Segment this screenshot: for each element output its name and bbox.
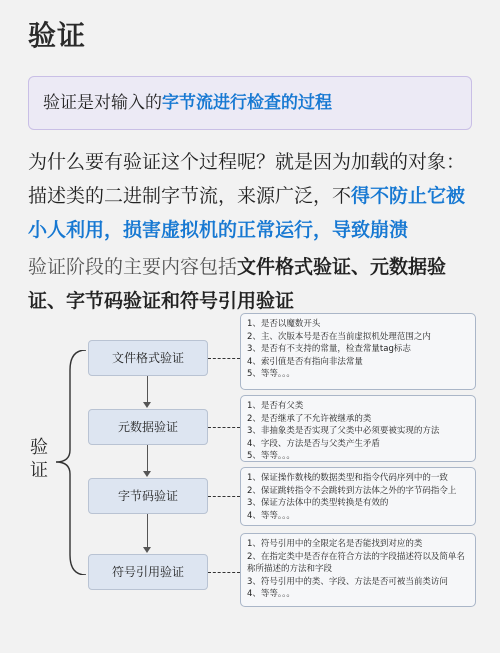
detail-item: 3、符号引用中的类、字段、方法是否可被当前类访问 bbox=[247, 576, 448, 587]
flow-arrow-2 bbox=[143, 471, 151, 477]
stage-symbolic-reference: 符号引用验证 bbox=[88, 554, 208, 590]
flow-arrow-1 bbox=[143, 402, 151, 408]
detail-item: 1、是否有父类 bbox=[247, 401, 304, 411]
detail-item: 3、是否有不支持的常量，检查常量tag标志 bbox=[247, 344, 411, 354]
connector-4 bbox=[208, 572, 240, 573]
detail-item: 5、等等。。。 bbox=[247, 451, 295, 461]
detail-item: 2、是否继承了不允许被继承的类 bbox=[247, 413, 372, 424]
flow-arrow-3 bbox=[143, 547, 151, 553]
detail-box-metadata bbox=[240, 395, 476, 462]
reason-highlight: 得不防止它被小人利用，损害虚拟机的正常运行，导致崩溃 bbox=[28, 185, 466, 241]
flow-line-3 bbox=[147, 514, 148, 548]
detail-item: 4、等等。。。 bbox=[247, 510, 295, 521]
detail-item: 4、索引值是否有指向非法常量 bbox=[247, 356, 363, 367]
connector-1 bbox=[208, 358, 240, 359]
detail-box-bytecode bbox=[240, 467, 476, 526]
reason-text: 为什么要有验证这个过程呢？就是因为加载的对象：描述类的二进制字节流，来源广泛，不 bbox=[28, 151, 466, 207]
detail-item: 2、保证跳转指令不会跳转到方法体之外的字节码指令上 bbox=[247, 485, 457, 496]
stage-bytecode: 字节码验证 bbox=[88, 478, 208, 514]
verification-diagram bbox=[20, 305, 480, 615]
callout-highlight: 字节流进行检查的过程 bbox=[162, 93, 332, 113]
detail-item: 2、主、次版本号是否在当前虚拟机处理范围之内 bbox=[247, 331, 431, 342]
diagram-side-label-1: 验 bbox=[30, 437, 48, 458]
stage-metadata: 元数据验证 bbox=[88, 409, 208, 445]
connector-2 bbox=[208, 427, 240, 428]
detail-item: 3、非抽象类是否实现了父类中必须要被实现的方法 bbox=[247, 426, 440, 436]
connector-3 bbox=[208, 496, 240, 497]
detail-box-file-format bbox=[240, 313, 476, 390]
definition-callout bbox=[28, 76, 472, 130]
flow-line-1 bbox=[147, 376, 148, 403]
detail-item: 4、等等。。。 bbox=[247, 589, 295, 599]
detail-box-symbolic-reference bbox=[240, 533, 476, 607]
detail-item: 5、等等。。。 bbox=[247, 369, 295, 379]
diagram-bracket bbox=[50, 350, 90, 575]
content-text: 验证阶段的主要内容包括 bbox=[28, 256, 238, 278]
content-strong: 文件格式验证、元数据验证、字节码验证和符号引用验证 bbox=[28, 256, 447, 312]
detail-item: 3、保证方法体中的类型转换是有效的 bbox=[247, 498, 389, 508]
detail-item: 1、保证操作数栈的数据类型和指令代码序列中的一致 bbox=[247, 473, 448, 483]
callout-prefix: 验证是对输入的 bbox=[43, 93, 162, 113]
detail-item: 1、符号引用中的全限定名是否能找到对应的类 bbox=[247, 539, 423, 549]
detail-item: 4、字段、方法是否与父类产生矛盾 bbox=[247, 438, 380, 449]
detail-item: 1、是否以魔数开头 bbox=[247, 319, 321, 329]
page-title: 验证 bbox=[28, 19, 87, 52]
diagram-side-label-2: 证 bbox=[30, 460, 48, 481]
reason-paragraph bbox=[28, 145, 478, 247]
detail-item: 2、在指定类中是否存在符合方法的字段描述符以及简单名称所描述的方法和字段 bbox=[247, 551, 465, 574]
flow-line-2 bbox=[147, 445, 148, 472]
stage-file-format: 文件格式验证 bbox=[88, 340, 208, 376]
